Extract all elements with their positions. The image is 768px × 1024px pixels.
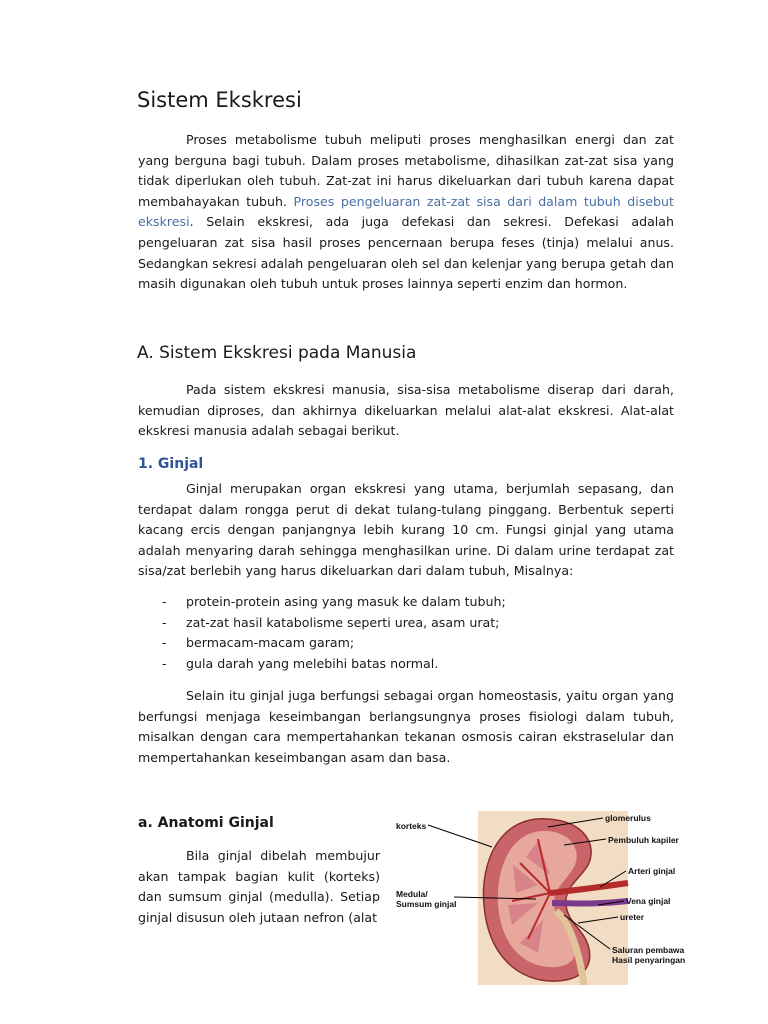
list-item: - protein-protein asing yang masuk ke dalam tubuh; (138, 592, 674, 613)
intro-paragraph (138, 130, 674, 295)
section-a-paragraph: Pada sistem ekskresi manusia, sisa-sisa metabolisme diserap dari darah, kemudian diproses, dan akhirnya dikeluarkan melalui alat-alat ekskresi. Alat-alat ekskresi manusia adalah sebagai berikut. (138, 382, 674, 439)
list-item: - zat-zat hasil katabolisme seperti urea, asam urat; (138, 613, 674, 634)
definition-highlight: Proses pengeluaran zat-zat sisa dari dalam tubuh disebut ekskresi (138, 193, 674, 230)
label-vena-ginjal: Vena ginjal (626, 896, 671, 906)
anatomi-paragraph: Bila ginjal dibelah membujur akan tampak bagian kulit (korteks) dan sumsum ginjal (medulla). Setiap ginjal disusun oleh jutaan nefron (alat (138, 848, 380, 925)
label-glomerulus: glomerulus (605, 813, 651, 823)
kidney-diagram (388, 805, 708, 985)
ginjal-paragraph-2: Selain itu ginjal juga berfungsi sebagai organ homeostasis, yaitu organ yang berfungsi menjaga keseimbangan berlangsungnya proses fisiologi dalam tubuh, misalkan dengan cara mempertahankan tekanan osmosis cairan ekstraselular dan mempertahankan keseimbangan asam dan basa. (138, 688, 674, 765)
anatomi-heading: a. Anatomi Ginjal (138, 815, 274, 831)
list-item: - gula darah yang melebihi batas normal. (138, 654, 674, 675)
label-hasil-penyaringan: Hasil penyaringan (612, 955, 686, 965)
label-saluran-pembawa: Saluran pembawa (612, 945, 685, 955)
intro-text-end: . Selain ekskresi, ada juga defekasi dan sekresi. Defekasi adalah pengeluaran zat sisa hasil proses pencernaan berupa feses (tinja) melalui anus. Sedangkan sekresi adalah pengeluaran oleh sel dan kelenjar yang berupa getah dan masih digunakan oleh tubuh untuk proses lainnya seperti enzim dan hormon. (138, 214, 674, 292)
page-title: Sistem Ekskresi (137, 88, 302, 112)
section-a-heading: A. Sistem Ekskresi pada Manusia (137, 343, 417, 363)
label-korteks: korteks (396, 821, 427, 831)
label-pembuluh-kapiler: Pembuluh kapiler (608, 835, 679, 845)
ginjal-paragraph-1: Ginjal merupakan organ ekskresi yang utama, berjumlah sepasang, dan terdapat dalam rongga perut di dekat tulang-tulang pinggang. Berbentuk seperti kacang ercis dengan panjangnya lebih kurang 10 cm. Fungsi ginjal yang utama adalah menyaring darah sehingga menghasilkan urine. Di dalam urine terdapat zat sisa/zat berlebih yang harus dikeluarkan dari dalam tubuh, Misalnya: (138, 481, 674, 579)
waste-list (138, 592, 674, 674)
ginjal-heading: 1. Ginjal (138, 456, 204, 472)
label-arteri-ginjal: Arteri ginjal (628, 866, 676, 876)
list-item: - bermacam-macam garam; (138, 633, 674, 654)
label-ureter: ureter (620, 912, 645, 922)
label-sumsum-ginjal: Sumsum ginjal (396, 899, 457, 909)
intro-text-start: Proses metabolisme tubuh meliputi proses menghasilkan energi dan zat yang berguna bagi tubuh. Dalam proses metabolisme, dihasilkan zat-zat sisa yang tidak diperlukan oleh tubuh. Zat-zat ini harus dikeluarkan dari tubuh karena dapat membahayakan tubuh. (138, 132, 674, 209)
label-medula: Medula/ (396, 889, 428, 899)
